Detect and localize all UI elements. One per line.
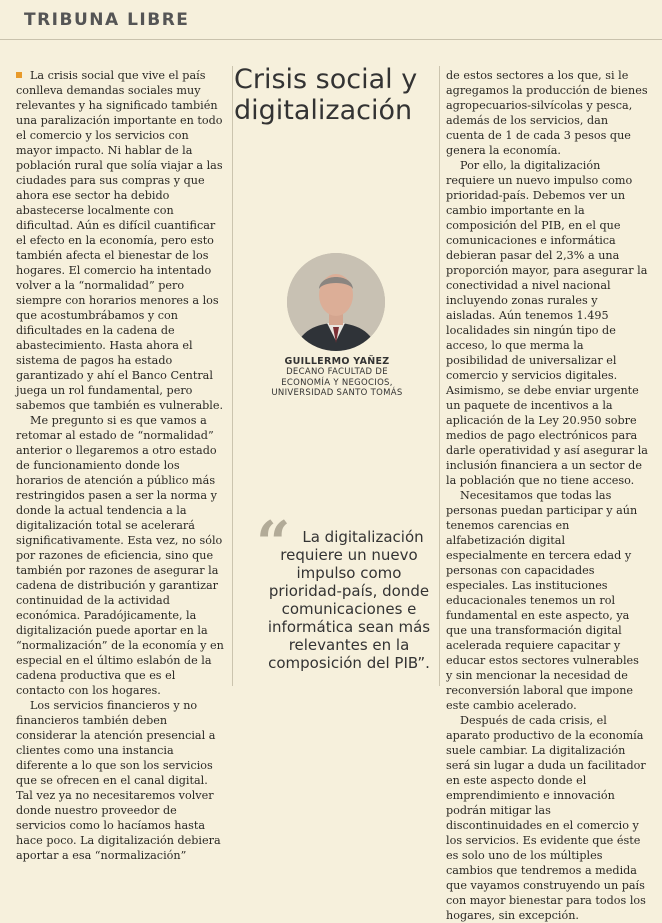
- paragraph: Necesitamos que todas las personas puedan participar y aún tenemos carencias en alfabetización digital especialmente en tercera edad y personas con capacidades especiales. Las instituciones educacionales tenemos un rol fundamental en este aspecto, ya que una transformación digital acelerada requiere capacitar y educar estos sectores vulnerables y sin mencionar la necesidad de reconversión laboral que impone este cambio acelerado.: [446, 489, 639, 712]
- section-title: TRIBUNA LIBRE: [24, 10, 190, 30]
- author-portrait-icon: [287, 253, 385, 351]
- article-column-left: [16, 68, 226, 863]
- pull-quote: [260, 528, 438, 672]
- article-column-right: [446, 68, 648, 923]
- paragraph: [16, 68, 226, 413]
- author-photo: [287, 253, 385, 351]
- author-name: GUILLERMO YAÑEZ: [284, 356, 390, 367]
- header-divider: [0, 39, 662, 40]
- column-divider: [232, 66, 233, 686]
- paragraph: Me pregunto si es que vamos a retomar al estado de “normalidad” anterior o llegaremos a otro estado de funcionamiento donde los horarios de atención a público más restringidos pasen a ser la norma y donde la actual tendencia a la digitalización total se acelerará significativamente. Esta vez, no sólo por razones de eficiencia, sino que también por razones de asegurar la cadena de distribución y garantizar continuidad de la actividad económica. Paradójicamente, la digitalización puede aportar en la “normalización” de la economía y en especial en el último eslabón de la cadena productiva que es el contacto con los hogares.: [16, 414, 224, 697]
- bullet-square-icon: [16, 72, 22, 78]
- paragraph: Por ello, la digitalización requiere un nuevo impulso como prioridad-país. Debemos ver un cambio importante en la composición del PIB, en el que comunicaciones e informática debieran pasar del 2,3% a una proporción mayor, para asegurar la conectividad a nivel nacional incluyendo zonas rurales y aisladas. Aún tenemos 1.495 localidades sin ningún tipo de acceso, lo que merma la posibilidad de universalizar el comercio y servicios digitales. Asimismo, se debe enviar urgente un paquete de incentivos a la aplicación de la Ley 20.950 sobre medios de pago electrónicos para darle operatividad y así asegurar la inclusión financiera a un sector de la población que no tiene acceso.: [446, 159, 648, 487]
- column-divider: [439, 66, 440, 686]
- author-role: DECANO FACULTAD DE ECONOMÍA Y NEGOCIOS, UNIVERSIDAD SANTO TOMÁS: [271, 367, 403, 398]
- author-credit: [262, 356, 412, 399]
- paragraph: de estos sectores a los que, si le agregamos la producción de bienes agropecuarios-silvícolas y pesca, además de los servicios, dan cuenta de 1 de cada 3 pesos que genera la economía.: [446, 69, 648, 157]
- paragraph: Después de cada crisis, el aparato productivo de la economía suele cambiar. La digitalización será sin lugar a duda un facilitador en este aspecto donde el emprendimiento e innovación podrán mitigar las discontinuidades en el comercio y los servicios. Es evidente que éste es solo uno de los múltiples cambios que tendremos a medida que vayamos construyendo un país con mayor bienestar para todos los hogares, sin excepción.: [446, 714, 646, 922]
- paragraph: Los servicios financieros y no financieros también deben considerar la atención presencial a clientes como una instancia diferente a lo que son los servicios que se ofrecen en el canal digital. Tal vez ya no necesitaremos volver donde nuestro proveedor de servicios como lo hacíamos hasta hace poco. La digitalización debiera aportar a esa “normalización”: [16, 699, 221, 862]
- headline: Crisis social y digitalización: [234, 64, 418, 126]
- pull-quote-text: La digitalización requiere un nuevo impulso como prioridad-país, donde comunicaciones e informática sean más relevantes en la composición del PIB”.: [267, 528, 431, 672]
- paragraph-text: La crisis social que vive el país conlleva demandas sociales muy relevantes y ha significado también una paralización importante en todo el comercio y los servicios con mayor impacto. Ni hablar de la población rural que solía viajar a las ciudades para sus compras y que ahora ese sector ha debido abastecerse localmente con dificultad. Aún es difícil cuantificar el efecto en la economía, pero esto también afecta el bienestar de los hogares. El comercio ha intentado volver a la “normalidad” pero siempre con horarios menores a los que acostumbrábamos y con dificultades en la cadena de abastecimiento. Hasta ahora el sistema de pagos ha estado garantizado y ahí el Banco Central juega un rol fundamental, pero sabemos que también es vulnerable.: [16, 69, 224, 412]
- quote-mark-icon: “: [256, 509, 291, 579]
